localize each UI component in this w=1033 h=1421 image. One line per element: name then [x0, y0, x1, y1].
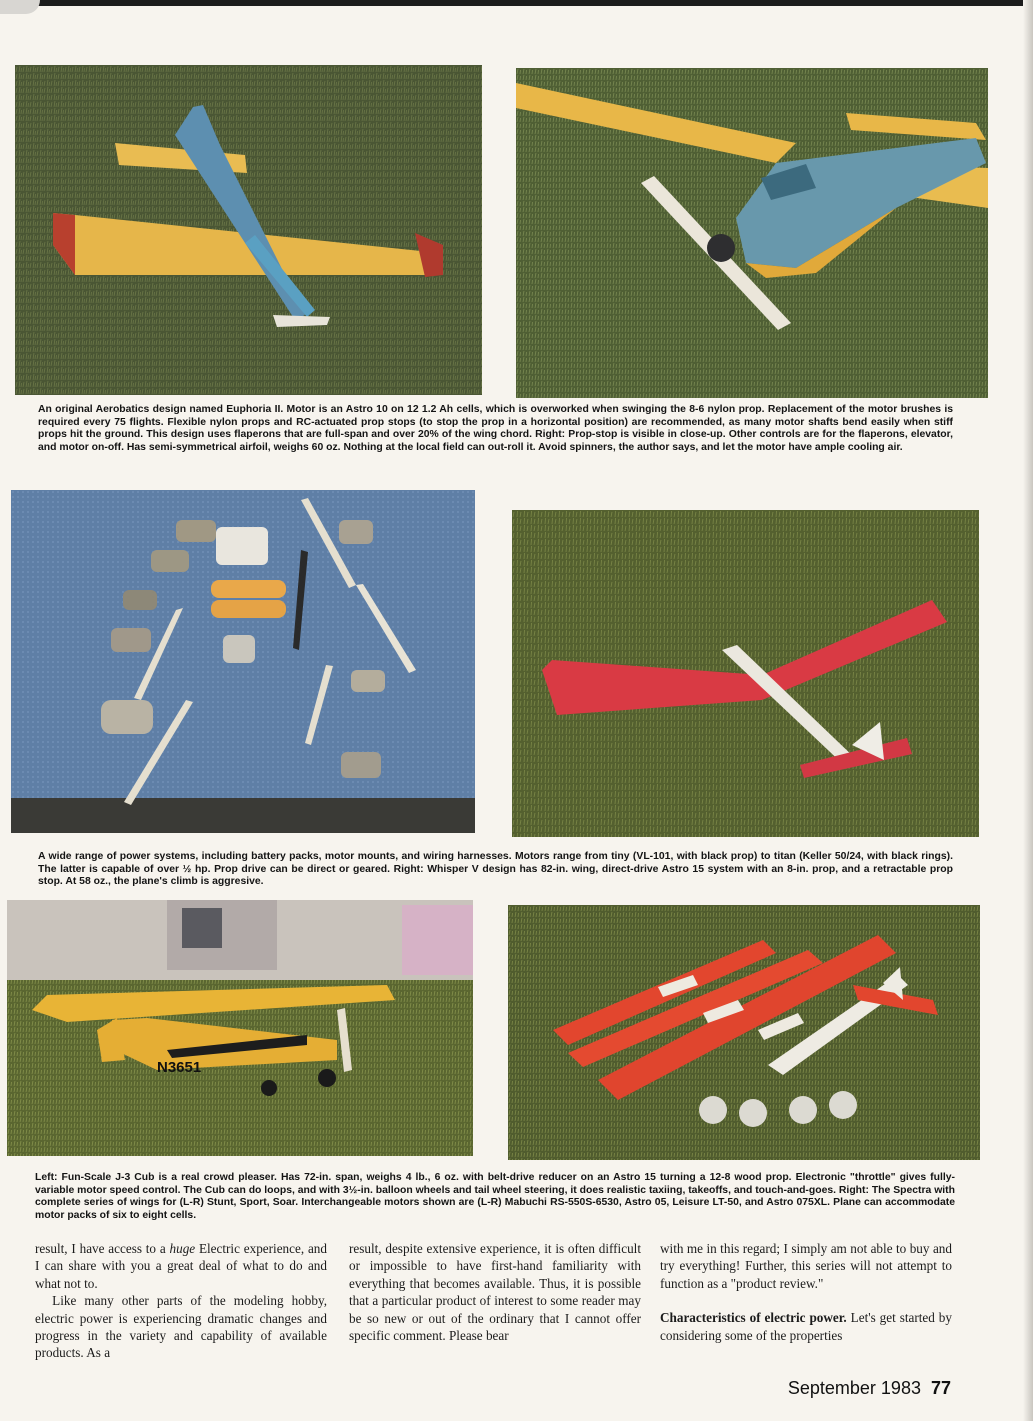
col1-text-a: result, I have access to a	[35, 1241, 170, 1256]
photo-spectra-wings	[508, 905, 980, 1160]
page-corner	[0, 0, 40, 14]
photo-whisper-v	[512, 510, 979, 837]
col3-text: Let's get started by considering some of the properties	[660, 1310, 952, 1343]
body-column-3	[660, 1240, 952, 1344]
col1-text-b: Electric experience, and I can share with you a great deal of what to do and what not to.	[35, 1241, 327, 1291]
caption-bottom-photos: Left: Fun-Scale J-3 Cub is a real crowd pleaser. Has 72-in. span, weighs 4 lb., 6 oz. with belt-drive reducer on an Astro 15 turning a 12-8 wood prop. Electronic "throttle" gives fully-variable motor speed control. The Cub can do loops, and with 3½-in. balloon wheels and tail wheel steering, it does realistic taxiing, takeoffs, and touch-and-goes. Right: The Spectra with complete series of wings for (L-R) Stunt, Sport, Soar. Interchangeable motors shown are (L-R) Mabuchi RS-550S-6530, Astro 05, Leisure LT-50, and Astro 075XL. Plane can accommodate motor packs of six to eight cells.	[35, 1172, 955, 1221]
page-right-edge-shadow	[1023, 0, 1033, 1421]
col1-paragraph-1	[35, 1240, 327, 1292]
body-column-1	[35, 1240, 327, 1362]
section-heading: Characteristics of electric power.	[660, 1310, 847, 1326]
caption-middle-photos: A wide range of power systems, including battery packs, motor mounts, and wiring harnesses. Motors range from tiny (VL-101, with black prop) to titan (Keller 50/24, with black rings). The latter is capable of over ½ hp. Prop drive can be direct or geared. Right: Whisper V design has 82-in. wing, direct-drive Astro 15 system with an 8-in. prop, and a retractable prop stop. At 58 oz., the plane's climb is aggresive.	[38, 851, 953, 888]
col1-paragraph-2: Like many other parts of the modeling hobby, electric power is experiencing dramatic changes and progress in the variety and capability of available products. As a	[35, 1293, 327, 1361]
page-top-edge	[0, 0, 1033, 6]
body-column-2	[349, 1240, 641, 1344]
col3-paragraph-1: with me in this regard; I simply am not able to buy and try everything! Further, this series will not attempt to function as a "product review."	[660, 1241, 952, 1291]
cub-registration-text: N3651	[157, 1059, 202, 1076]
page-number: 77	[930, 1378, 951, 1398]
page-footer	[788, 1378, 951, 1399]
photo-euphoria-ii	[15, 65, 482, 395]
col2-paragraph-1: result, despite extensive experience, it is often difficult or impossible to have first-hand familiarity with everything that becomes available. Thus, it is possible that a particular product of interest to some reader may be so new or out of the ordinary that I cannot offer specific comment. Please bear	[349, 1241, 641, 1344]
col3-paragraph-2	[660, 1309, 952, 1344]
photo-prop-stop-closeup	[516, 68, 988, 398]
caption-top-photos: An original Aerobatics design named Euphoria II. Motor is an Astro 10 on 12 1.2 Ah cells, which is overworked when swinging the 8-6 nylon prop. Replacement of the motor brushes is required every 75 flights. Flexible nylon props and RC-actuated prop stops (to stop the prop in a horizontal position) are recommended, as many motor shafts bend easily when stiff props hit the ground. This design uses flaperons that are full-span and over 20% of the wing chord. Right: Prop-stop is visible in close-up. Other controls are for the flaperons, elevator, and motor on-off. Has semi-symmetrical airfoil, weighs 60 oz. Nothing at the local field can out-roll it. Avoid spinners, the author says, and let the motor have ample cooling air.	[38, 404, 953, 453]
photo-j3-cub	[7, 900, 473, 1156]
col1-text-emphasis: huge	[169, 1241, 196, 1256]
issue-date: September 1983	[787, 1378, 921, 1398]
photo-power-systems	[11, 490, 475, 833]
